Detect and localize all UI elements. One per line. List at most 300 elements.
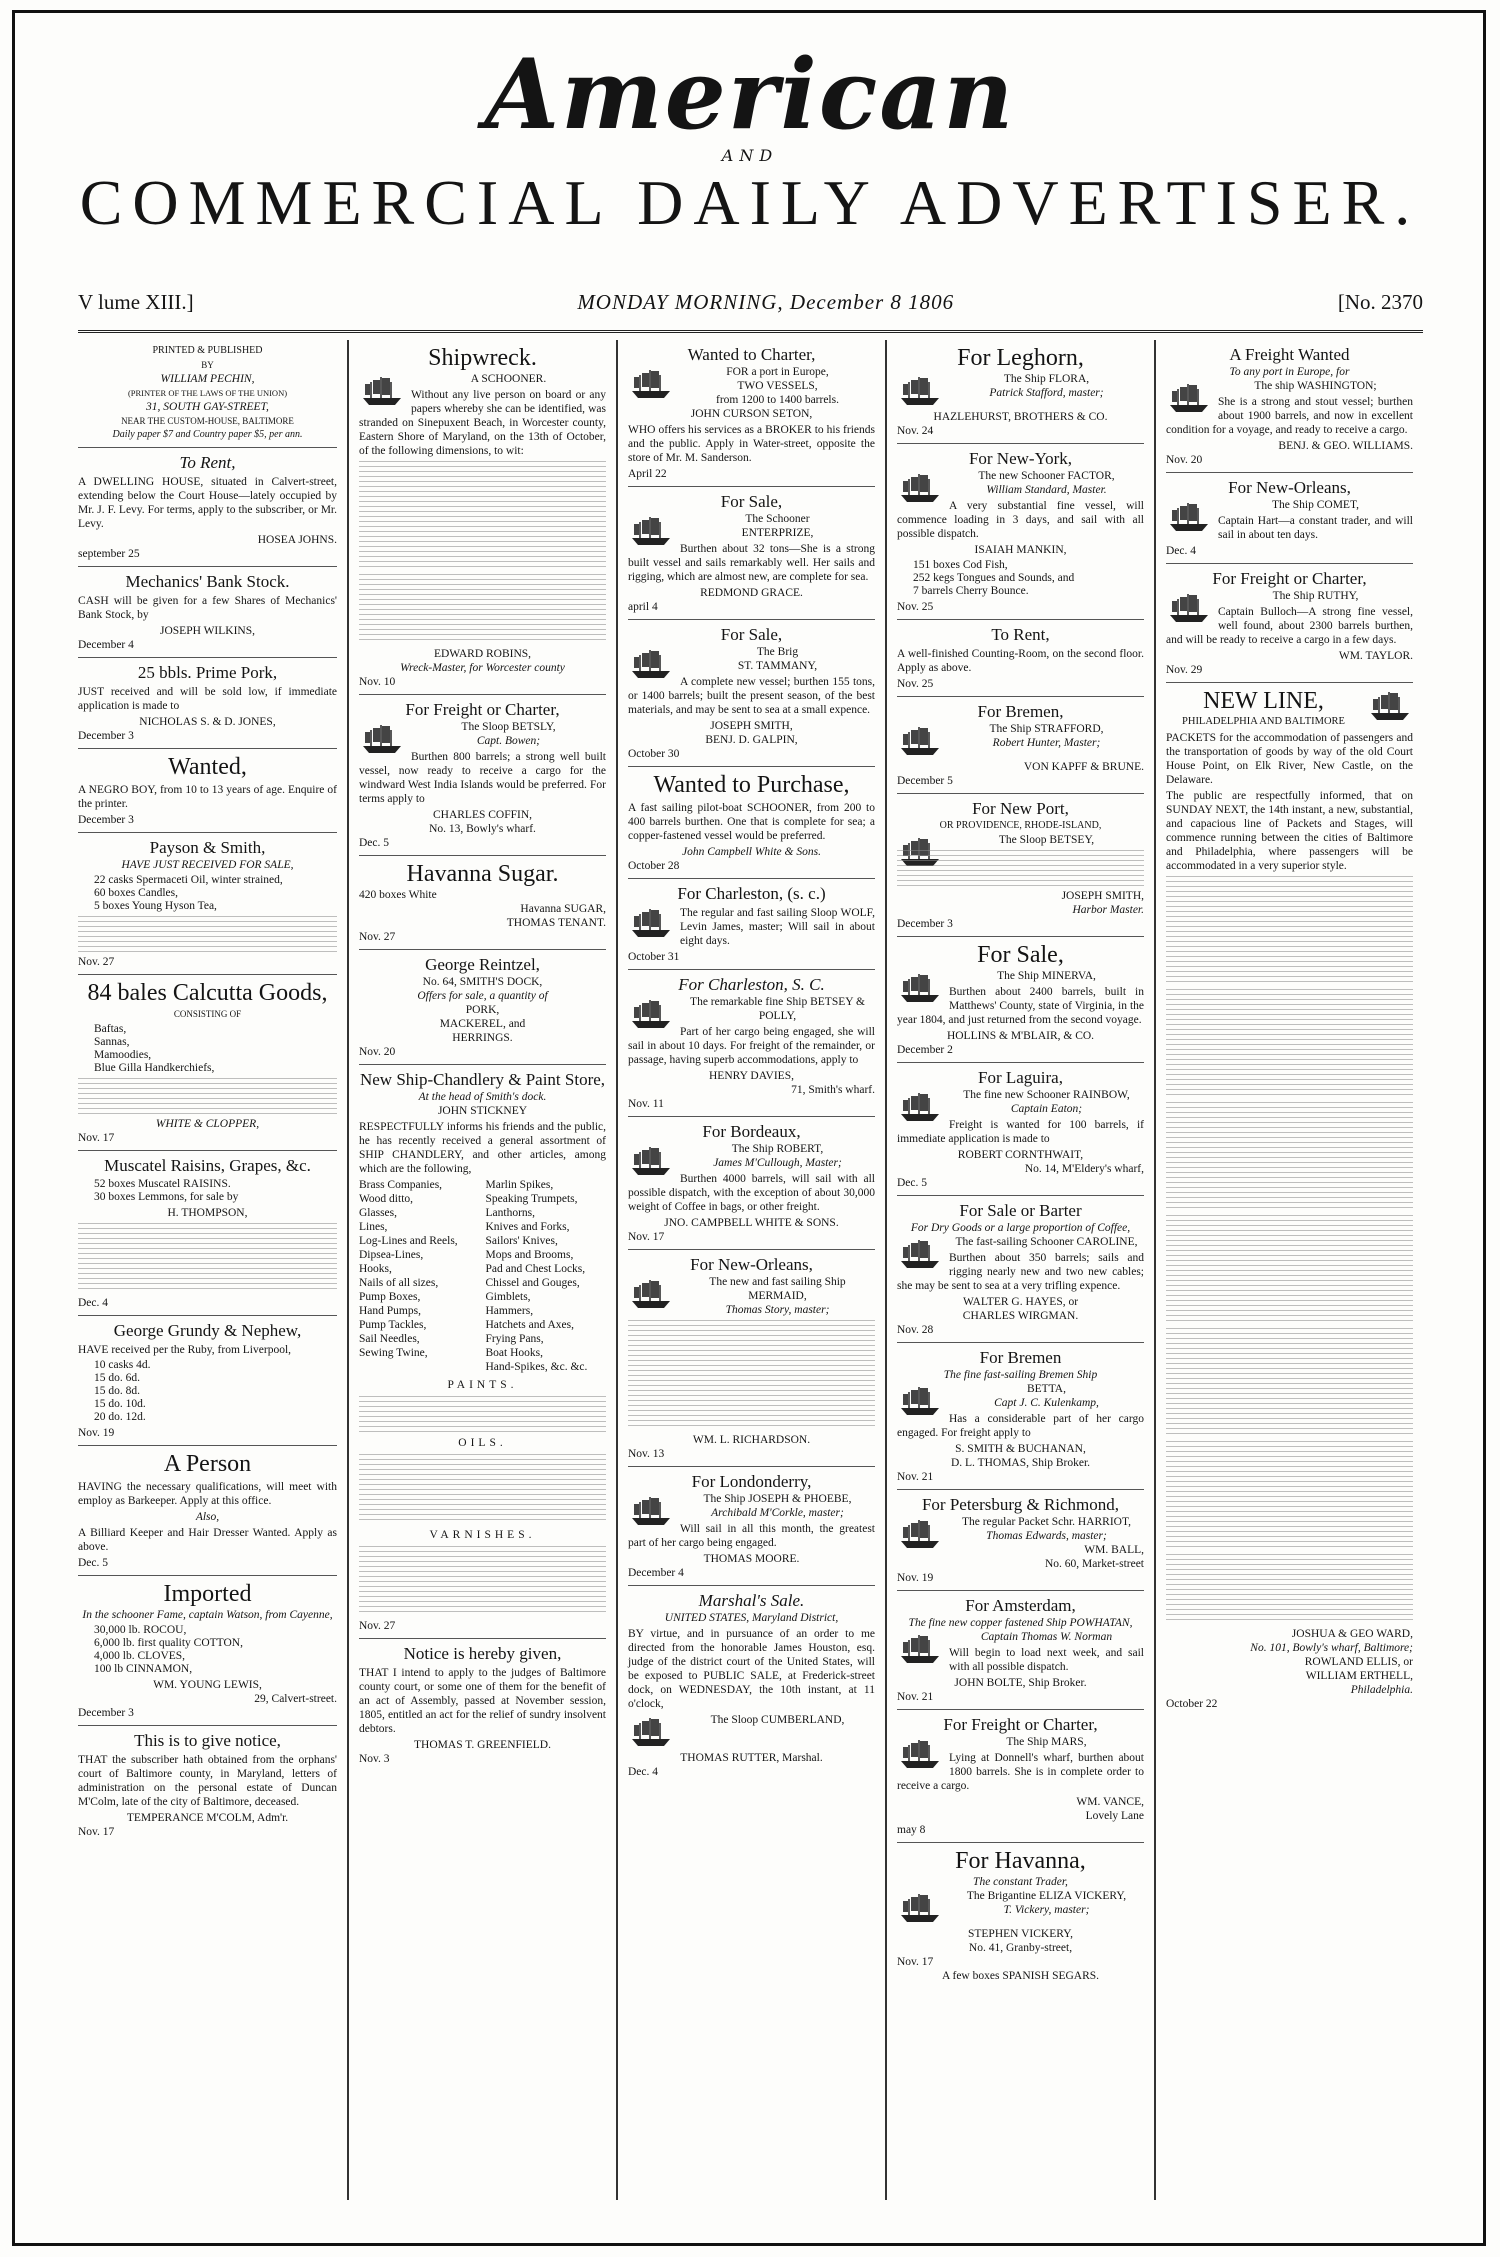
ad-body: HAVE received per the Ruby, from Liverpool, (78, 1344, 292, 1356)
issue-number: [No. 2370 (1337, 289, 1423, 314)
ad-date: Nov. 29 (1166, 664, 1203, 676)
ad-date: Dec. 5 (897, 1177, 928, 1189)
ad-shipwreck (359, 340, 606, 695)
column-4 (885, 340, 1154, 2200)
ad-date: Nov. 19 (897, 1572, 934, 1584)
ad-new-orleans-mermaid (628, 1250, 875, 1467)
ship-name: The ship WASHINGTON; (1254, 380, 1377, 392)
printer-line: (PRINTER OF THE LAWS OF THE UNION) (127, 388, 288, 398)
ad-date: Nov. 25 (897, 678, 934, 690)
captain: Thomas Edwards, master; (986, 1530, 1107, 1542)
ad-date: Nov. 3 (359, 1753, 390, 1765)
ship-icon (897, 1737, 943, 1771)
ship-icon (897, 724, 943, 758)
list-item: Dipsea-Lines, (359, 1249, 424, 1261)
ad-new-orleans-comet (1166, 473, 1413, 564)
list-item: 100 lb CINNAMON, (94, 1663, 193, 1675)
list-item: Frying Pans, (485, 1333, 544, 1345)
ad-heading: Imported (163, 1581, 252, 1607)
ad-heading: For Bordeaux, (702, 1122, 801, 1141)
ad-address: Lovely Lane (1085, 1810, 1144, 1822)
ad-heading: For New-York, (968, 449, 1073, 468)
ship-name: The Ship ROBERT, (731, 1143, 824, 1155)
list-item: Sannas, (94, 1036, 130, 1048)
ship-name: The fast-sailing Schooner CAROLINE, (955, 1236, 1138, 1248)
ship-icon (897, 1517, 943, 1551)
ship-name: The Ship COMET, (1272, 499, 1359, 511)
ad-date: December 2 (897, 1044, 953, 1056)
list-item: 7 barrels Cherry Bounce. (913, 585, 1029, 597)
illegible-text (1166, 1215, 1413, 1325)
list-item: 5 boxes Young Hyson Tea, (94, 900, 217, 912)
ad-give-notice (78, 1726, 337, 1844)
ad-date: Nov. 25 (897, 601, 934, 613)
ad-bank-stock (78, 567, 337, 658)
ad-charleston-wolf (628, 879, 875, 970)
ad-signature: CHARLES COFFIN, (432, 809, 533, 821)
captain: James M'Cullough, Master; (713, 1157, 842, 1169)
ad-heading: George Grundy & Nephew, (113, 1321, 302, 1340)
ship-icon (628, 1494, 674, 1528)
newspaper-title: American (484, 38, 1016, 151)
ad-signature: WILLIAM ERTHELL, (1305, 1670, 1413, 1682)
ad-heading: For New-Orleans, (1228, 478, 1351, 497)
illegible-text (359, 1454, 606, 1524)
ad-bremen-betta (897, 1343, 1144, 1490)
ad-body: PACKETS for the accommodation of passengers and the transportation of goods by way of the old Court House Point, on Elk River, New Castle, on the Delaware. (1166, 732, 1413, 786)
ship-icon (359, 722, 405, 756)
ad-date: October 22 (1166, 1698, 1218, 1710)
ad-signature: WM. TAYLOR. (1338, 650, 1413, 662)
ad-body: Offers for sale, a quantity of (417, 990, 548, 1002)
ad-address: Philadelphia. (1350, 1684, 1413, 1696)
list-item: Gimblets, (485, 1291, 531, 1303)
ad-mars (897, 1710, 1144, 1843)
ad-date: Nov. 27 (78, 956, 115, 968)
ad-signature: D. L. THOMAS, Ship Broker. (950, 1457, 1091, 1469)
list-item: Havanna SUGAR, (520, 903, 606, 915)
ad-enterprize (628, 487, 875, 620)
ad-signature: JOSHUA & GEO WARD, (1291, 1628, 1413, 1640)
ad-date: Dec. 4 (1166, 545, 1197, 557)
ad-body: A very substantial fine vessel, will commence loading in 3 days, and sail with all possible dispatch. (897, 500, 1144, 540)
ship-name: The Ship STRAFFORD, (989, 723, 1104, 735)
ad-heading: For Freight or Charter, (943, 1715, 1098, 1734)
ad-body: Burthen 800 barrels; a strong well built vessel, now ready to receive a cargo for the windward West India Islands would be preferred. For terms apply to (359, 751, 606, 805)
ad-heading: For Bremen, (977, 702, 1064, 721)
ad-date: Nov. 20 (1166, 454, 1203, 466)
ad-signature: John Campbell White & Sons. (682, 846, 821, 858)
ship-name: The Sloop BETSEY, (998, 834, 1095, 846)
ad-address: No. 64, SMITH'S DOCK, (422, 976, 543, 988)
ad-grundy (78, 1316, 337, 1446)
ad-payson-smith (78, 833, 337, 975)
printer-line: PRINTED & PUBLISHED (152, 345, 263, 356)
ad-address: No. 101, Bowly's wharf, Baltimore; (1250, 1642, 1413, 1654)
captain: Captain Thomas W. Norman (980, 1631, 1113, 1643)
ad-body: Freight is wanted for 100 barrels, if immediate application is made to (897, 1119, 1144, 1145)
illegible-text (359, 461, 606, 571)
illegible-text (628, 1320, 875, 1430)
ship-icon (897, 374, 943, 408)
ad-body: Captain Bulloch—A strong fine vessel, well found, about 2300 barrels burthen, and will be ready to receive a cargo in a few days. (1166, 606, 1413, 646)
illegible-text (78, 1223, 337, 1293)
ad-signature: JOHN STICKNEY (437, 1105, 528, 1117)
ad-date: October 30 (628, 748, 680, 760)
ad-heading: For Bremen (979, 1348, 1062, 1367)
ad-bordeaux (628, 1117, 875, 1250)
ad-date: september 25 (78, 548, 140, 560)
list-item: 15 do. 10d. (94, 1398, 146, 1410)
ad-signature: JOSEPH SMITH, (1061, 890, 1144, 902)
ad-body: Has a considerable part of her cargo engaged. For freight apply to (897, 1413, 1144, 1439)
ad-body: A DWELLING HOUSE, situated in Calvert-street, extending below the Court House—lately occupied by Mr. J. F. Levy. For terms, apply to the subscriber, or Mr. Levy. (78, 476, 337, 530)
list-item: Hammers, (485, 1305, 534, 1317)
ad-subheading: The Brig (756, 646, 799, 658)
ad-date: December 4 (628, 1567, 684, 1579)
ad-heading: 25 bbls. Prime Pork, (137, 663, 278, 682)
ad-body: A well-finished Counting-Room, on the second floor. Apply as above. (897, 648, 1144, 674)
ad-subheading: UNITED STATES, Maryland District, (664, 1612, 839, 1624)
printer-line: NEAR THE CUSTOM-HOUSE, BALTIMORE (121, 416, 294, 426)
ad-heading: For Leghorn, (957, 345, 1084, 371)
ad-date: Nov. 17 (78, 1132, 115, 1144)
list-item: HERRINGS. (452, 1032, 513, 1044)
list-item: Hand Pumps, (359, 1305, 421, 1317)
column-1 (78, 340, 347, 2200)
ad-date: Nov. 28 (897, 1324, 934, 1336)
ship-name: The Sloop BETSLY, (461, 721, 556, 733)
list-item: Glasses, (359, 1207, 398, 1219)
ad-new-york (897, 444, 1144, 620)
captain: T. Vickery, master; (1003, 1904, 1090, 1916)
ad-heading: To Rent, (991, 625, 1050, 644)
ad-freight-washington (1166, 340, 1413, 473)
ad-signature: VON KAPFF & BRUNE. (1023, 761, 1144, 773)
ad-to-rent-counting-room (897, 620, 1144, 697)
ad-date: December 4 (78, 639, 134, 651)
ad-heading: Muscatel Raisins, Grapes, &c. (104, 1156, 311, 1175)
ad-sale-or-barter (897, 1196, 1144, 1343)
ad-heading: Marshal's Sale. (698, 1591, 805, 1610)
illegible-text (78, 916, 337, 952)
ad-signature: HOSEA JOHNS. (257, 534, 337, 546)
ad-body: Burthen about 350 barrels; sails and rigging nearly new and two new cables; she may be sent to sea at a very trifling expence. (897, 1252, 1144, 1292)
illegible-text (359, 574, 606, 644)
ad-raisins (78, 1151, 337, 1316)
ad-body: WHO offers his services as a BROKER to his friends and the public. Apply in Water-street, opposite the store of Mr. M. Sanderson. (628, 424, 875, 464)
ad-wanted-charter (628, 340, 875, 487)
illegible-text (1166, 1328, 1413, 1438)
ship-icon (1166, 500, 1212, 534)
list-item: Pump Boxes, (359, 1291, 421, 1303)
printer-line: BY (201, 360, 214, 370)
ad-petersburg-richmond (897, 1490, 1144, 1591)
captain: Capt. Bowen; (476, 735, 541, 747)
ad-heading: Mechanics' Bank Stock. (125, 572, 290, 591)
ad-laguira (897, 1063, 1144, 1196)
list-item: Speaking Trumpets, (485, 1193, 578, 1205)
ad-signature: JNO. CAMPBELL WHITE & SONS. (664, 1217, 839, 1229)
ad-role: Harbor Master. (1072, 904, 1144, 916)
ad-wanted (78, 749, 337, 833)
ad-subheading: OR PROVIDENCE, RHODE-ISLAND, (939, 820, 1102, 831)
ad-date: December 3 (78, 1707, 134, 1719)
ad-date: Nov. 11 (628, 1098, 664, 1110)
ship-icon (897, 1384, 943, 1418)
ad-date: December 3 (78, 730, 134, 742)
masthead (0, 40, 1500, 239)
ad-body: RESPECTFULLY informs his friends and the public, he has recently received a general assortment of SHIP CHANDLERY, and other articles, among which are the following, (359, 1121, 606, 1175)
ad-signature: HAZLEHURST, BROTHERS & CO. (933, 411, 1108, 423)
ad-signature: JOSEPH SMITH, (710, 720, 793, 732)
ad-subheading: To any port in Europe, for (1229, 366, 1350, 378)
ad-heading: Shipwreck. (428, 345, 537, 371)
list-item: 4,000 lb. CLOVES, (94, 1650, 186, 1662)
ship-icon (628, 997, 674, 1031)
ad-also: Also, (195, 1511, 220, 1523)
ad-signature: STEPHEN VICKERY, (967, 1928, 1073, 1940)
captain: William Standard, Master. (986, 484, 1107, 496)
ad-body: Without any live person on board or any papers whereby she can be identified, was stranded on Sinepuxent Beach, in Worcester county, Eastern Shore of Maryland, on the 13th of October, of the following dimensions, to wit: (359, 389, 606, 457)
ad-marshals-sale (628, 1586, 875, 1784)
ad-wanted-purchase (628, 767, 875, 879)
list-item: 52 boxes Muscatel RAISINS. (94, 1178, 231, 1190)
title-and: AND (721, 146, 779, 165)
captain: Robert Hunter, Master; (992, 737, 1101, 749)
ad-havanna-eliza (897, 1843, 1144, 1988)
ad-ruthy (1166, 564, 1413, 683)
illegible-text (359, 1546, 606, 1616)
column-3 (616, 340, 885, 2200)
ad-heading: For Charleston, S. C. (678, 975, 825, 994)
ad-reintzel (359, 950, 606, 1065)
ad-body: Part of her cargo being engaged, she will sail in about 10 days. For freight of the remainder, or passage, having superb accommodations, apply to (628, 1026, 875, 1066)
list-item: 15 do. 8d. (94, 1385, 140, 1397)
ad-heading: Wanted, (168, 754, 247, 780)
ad-date: Nov. 17 (628, 1231, 665, 1243)
ship-name: The Ship FLORA, (1003, 373, 1090, 385)
ad-body: JUST received and will be sold low, if immediate application is made to (78, 686, 337, 712)
captain: Archibald M'Corkle, master; (711, 1507, 844, 1519)
illegible-text (1166, 989, 1413, 1099)
ad-signature: TEMPERANCE M'COLM, Adm'r. (126, 1812, 289, 1824)
list-item: 10 casks 4d. (94, 1359, 151, 1371)
ad-date: Nov. 21 (897, 1691, 934, 1703)
ad-signature: THOMAS MOORE. (703, 1553, 800, 1565)
ad-date: Nov. 21 (897, 1471, 934, 1483)
ship-name: The regular Packet Schr. HARRIOT, (961, 1516, 1132, 1528)
ad-heading: For Sale, (720, 492, 783, 511)
captain: Patrick Stafford, master; (989, 387, 1104, 399)
ad-heading: For Sale or Barter (959, 1201, 1082, 1220)
ad-address: 71, Smith's wharf. (791, 1084, 875, 1096)
ship-icon (897, 1237, 943, 1271)
ad-body: THAT the subscriber hath obtained from the orphans' court of Baltimore county, in Maryland, letters of administration on the personal estate of Duncan M'Colm, late of the city of Baltimore, deceased. (78, 1754, 337, 1808)
list-item: Mamoodies, (94, 1049, 152, 1061)
ad-address: No. 60, Market-street (1045, 1558, 1144, 1570)
list-item: Marlin Spikes, (485, 1179, 554, 1191)
ship-icon (897, 1632, 943, 1666)
list-item: 20 do. 12d. (94, 1411, 146, 1423)
ad-signature: WALTER G. HAYES, or (962, 1296, 1079, 1308)
ad-new-line (1166, 683, 1413, 1716)
ad-subheading: The Schooner (745, 513, 810, 525)
ad-heading: For New-Orleans, (690, 1255, 813, 1274)
ship-name: The new Schooner FACTOR, (978, 470, 1115, 482)
ad-heading: For Londonderry, (691, 1472, 812, 1491)
list-item: Pump Tackles, (359, 1319, 427, 1331)
ship-icon (1166, 381, 1212, 415)
ad-date: April 22 (628, 468, 667, 480)
list-item: Hatchets and Axes, (485, 1319, 574, 1331)
captain: Thomas Story, master; (725, 1304, 830, 1316)
list-item: PORK, (465, 1004, 500, 1016)
illegible-text (1166, 876, 1413, 986)
ad-signature: NICHOLAS S. & D. JONES, (139, 716, 276, 728)
list-item: 151 boxes Cod Fish, (913, 559, 1008, 571)
list-item: 60 boxes Candles, (94, 887, 179, 899)
ad-heading: To Rent, (179, 453, 236, 472)
list-item: Sewing Twine, (359, 1347, 428, 1359)
ad-heading: New Ship-Chandlery & Paint Store, (359, 1070, 606, 1089)
ad-subheading: For Dry Goods or a large proportion of Coffee, (910, 1222, 1131, 1234)
ad-signature: THOMAS RUTTER, Marshal. (680, 1752, 823, 1764)
illegible-text (78, 1078, 337, 1114)
ad-subheading: The fine fast-sailing Bremen Ship (943, 1369, 1098, 1381)
ship-icon (628, 1715, 674, 1749)
ad-date: October 31 (628, 951, 680, 963)
list-item: 6,000 lb. first quality COTTON, (94, 1637, 243, 1649)
ad-pork (78, 658, 337, 749)
ship-icon (1367, 689, 1413, 723)
ad-body: CONSISTING OF (173, 1009, 242, 1019)
ad-signature: S. SMITH & BUCHANAN, (955, 1443, 1086, 1455)
ad-signature: CHARLES WIRGMAN. (962, 1310, 1079, 1322)
ad-date: Nov. 17 (897, 1956, 934, 1968)
ad-date: October 28 (628, 860, 680, 872)
ad-heading: For New Port, (972, 799, 1069, 818)
ship-icon (897, 471, 943, 505)
ad-subheading: In the schooner Fame, captain Watson, from Cayenne, (82, 1609, 333, 1621)
ad-date: Nov. 27 (359, 931, 396, 943)
ad-imported (78, 1576, 337, 1726)
issue-date: MONDAY MORNING, December 8 1806 (577, 289, 955, 314)
list-item: Sailors' Knives, (485, 1235, 558, 1247)
ad-charleston-betsey (628, 970, 875, 1117)
illegible-text (897, 850, 1144, 886)
ad-date: Nov. 10 (359, 676, 396, 688)
column-5 (1154, 340, 1423, 2200)
ad-signature: THOMAS T. GREENFIELD. (414, 1739, 551, 1751)
list-item: 252 kegs Tongues and Sounds, and (913, 572, 1075, 584)
ad-signature: BENJ. D. GALPIN, (705, 734, 798, 746)
ship-icon (628, 1277, 674, 1311)
ad-heading: For Freight or Charter, (405, 700, 560, 719)
list-item: Hooks, (359, 1263, 392, 1275)
ad-body: BY virtue, and in pursuance of an order to me directed from the honorable James Houston, esq. judge of the district court of the United States, will be exposed to PUBLIC SALE, at Frederick-street dock, on WEDNESDAY, the 10th instant, at 11 o'clock, (628, 1628, 875, 1710)
ad-body: Will sail in all this month, the greatest part of her cargo being engaged. (628, 1523, 875, 1549)
ship-icon (359, 374, 405, 408)
ad-signature: H. THOMPSON, (167, 1207, 248, 1219)
ad-signature: WM. VANCE, (1076, 1796, 1144, 1808)
ad-new-port (897, 794, 1144, 937)
list-item: 15 do. 6d. (94, 1372, 140, 1384)
list-item: Log-Lines and Reels, (359, 1235, 458, 1247)
illegible-text (1166, 1441, 1413, 1551)
ad-body: from 1200 to 1400 barrels. (716, 394, 839, 406)
list-item: Hand-Spikes, &c. &c. (485, 1361, 588, 1373)
ad-role: Wreck-Master, for Worcester county (400, 662, 565, 674)
ad-heading: Wanted to Purchase, (653, 772, 850, 798)
ship-name: The new and fast sailing Ship MERMAID, (709, 1276, 846, 1302)
ad-subheading: At the head of Smith's dock. (418, 1091, 547, 1103)
list-item: Lines, (359, 1221, 388, 1233)
ad-heading: For Sale, (720, 625, 783, 644)
ad-heading: Havanna Sugar. (406, 861, 559, 887)
list-item: Sail Needles, (359, 1333, 420, 1345)
list-item: Mops and Brooms, (485, 1249, 574, 1261)
ship-icon (1166, 591, 1212, 625)
ad-notice-hereby (359, 1639, 606, 1771)
ad-body: The public are respectfully informed, that on SUNDAY NEXT, the 14th instant, a new, substantial, and capacious line of Packets and Stages, will commence running between the cities of Baltimore and Philadelphia, where passengers will be accommodated in a very superior style. (1166, 790, 1413, 872)
ad-betsly (359, 695, 606, 856)
ad-date: Dec. 4 (78, 1297, 109, 1309)
printer-address: 31, SOUTH GAY-STREET, (146, 401, 269, 413)
ship-name: The fine new Schooner RAINBOW, (963, 1089, 1130, 1101)
ship-icon (897, 971, 943, 1005)
ad-body: Will begin to load next week, and sail with all possible dispatch. (949, 1647, 1144, 1673)
ad-signature: WHITE & CLOPPER, (155, 1118, 260, 1130)
ship-name: The Sloop CUMBERLAND, (710, 1714, 845, 1726)
ad-subheading: FOR a port in Europe, (726, 366, 829, 378)
ad-body: Captain Hart—a constant trader, and will sail in about ten days. (1218, 515, 1413, 541)
ad-londonderry (628, 1467, 875, 1586)
ad-address: No. 14, M'Eldery's wharf, (1024, 1163, 1144, 1175)
ad-havanna-sugar (359, 856, 606, 950)
ad-subheading: The fine new copper fastened Ship POWHATAN, (908, 1617, 1133, 1629)
ship-name: The Ship JOSEPH & PHOEBE, (703, 1493, 852, 1505)
ad-heading: For Amsterdam, (965, 1596, 1076, 1615)
list-item: Boat Hooks, (485, 1347, 543, 1359)
category-label: VARNISHES. (429, 1529, 536, 1541)
ad-body: She is a strong and stout vessel; burthen about 1900 barrels, and now in excellent condition for a voyage, and ready to receive a cargo. (1166, 396, 1413, 436)
list-item: Chissel and Gouges, (485, 1277, 580, 1289)
ad-calcutta-goods (78, 975, 337, 1151)
ad-body: HAVING the necessary qualifications, will meet with employ as Barkeeper. Apply at this office. (78, 1481, 337, 1507)
list-item: Baftas, (94, 1023, 127, 1035)
ad-heading: For Havanna, (955, 1848, 1086, 1874)
illegible-text (1166, 1554, 1413, 1624)
captain: Captain Eaton; (1010, 1103, 1083, 1115)
captain: Capt J. C. Kulenkamp, (994, 1397, 1099, 1409)
list-item: MACKEREL, and (439, 1018, 526, 1030)
ship-name: The Ship MARS, (1006, 1736, 1087, 1748)
ship-name: The remarkable fine Ship BETSEY & POLLY, (690, 996, 865, 1022)
ship-name: TWO VESSELS, (737, 380, 818, 392)
list-item: 22 casks Spermaceti Oil, winter strained, (94, 874, 283, 886)
ad-signature: HENRY DAVIES, (709, 1070, 794, 1082)
ad-leghorn (897, 340, 1144, 444)
ad-subheading: The constant Trader, (973, 1876, 1068, 1888)
ad-signature: JOHN CURSON SETON, (690, 408, 813, 420)
list-item: Pad and Chest Locks, (485, 1263, 586, 1275)
ad-date: Nov. 27 (359, 1620, 396, 1632)
ad-date: Nov. 24 (897, 425, 934, 437)
ship-name: The Brigantine ELIZA VICKERY, (966, 1890, 1127, 1902)
ship-icon (628, 514, 674, 548)
ad-to-rent (78, 448, 337, 567)
